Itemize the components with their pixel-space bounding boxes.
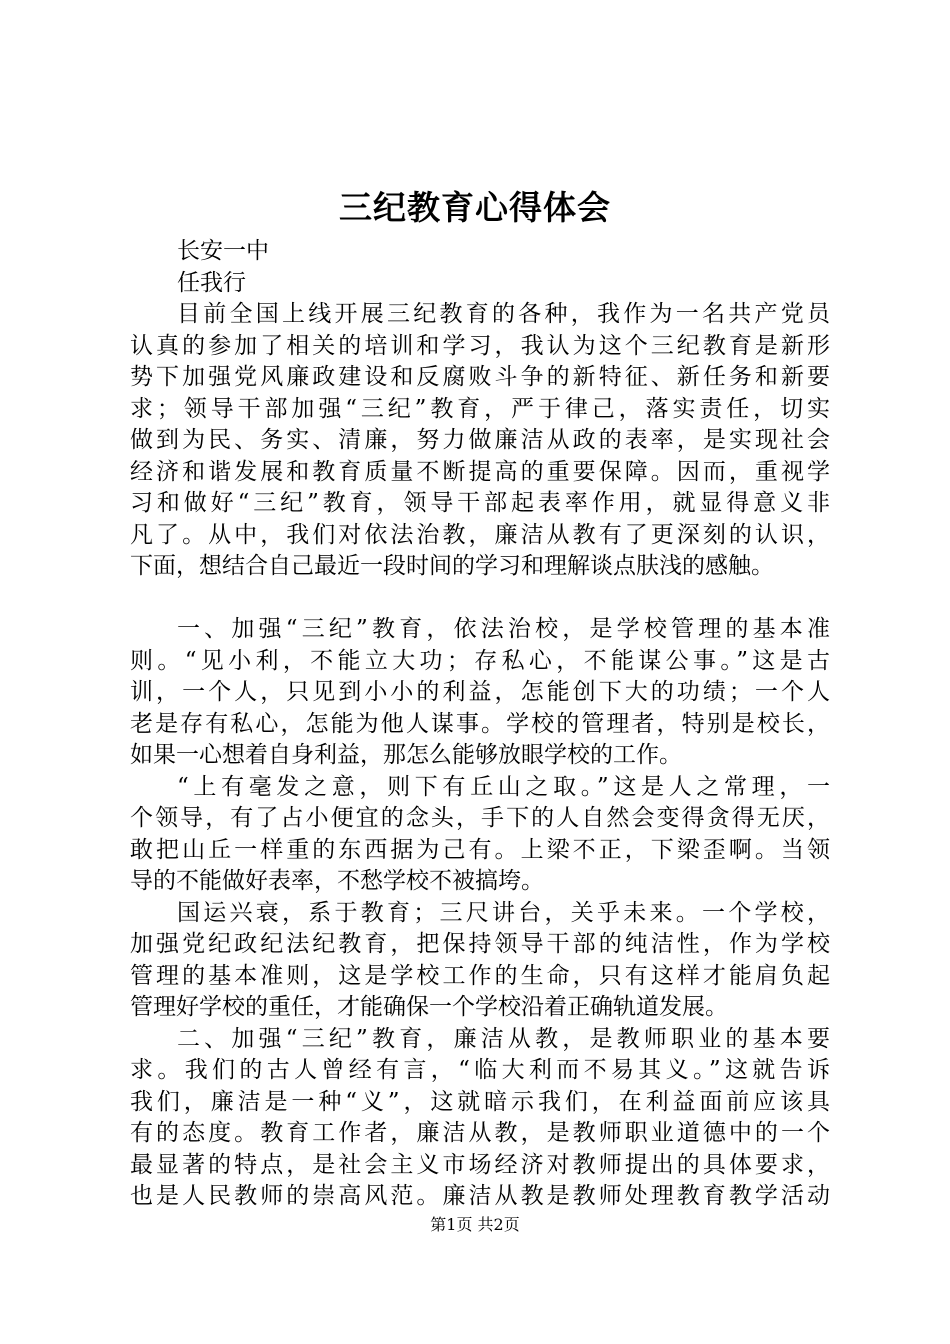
paragraph-5-line-4: 有的态度。教育工作者，廉洁从教，是教师职业道德中的一个	[130, 1120, 830, 1146]
paragraph-1-line-3: 势下加强党风廉政建设和反腐败斗争的新特征、新任务和新要	[130, 364, 830, 390]
paragraph-2-line-1: 一、加强“三纪”教育，依法治校，是学校管理的基本准	[177, 616, 830, 642]
document-body	[130, 236, 830, 1213]
paragraph-2-line-4: 老是存有私心，怎能为他人谋事。学校的管理者，特别是校长，	[130, 710, 830, 737]
page-number-footer: 第1页 共2页	[430, 1215, 520, 1234]
paragraph-4-line-3: 管理的基本准则，这是学校工作的生命，只有这样才能肩负起	[130, 962, 830, 989]
paragraph-3-line-2: 个领导，有了占小便宜的念头，手下的人自然会变得贪得无厌，	[130, 805, 830, 831]
paragraph-1-line-2: 认真的参加了相关的培训和学习，我认为这个三纪教育是新形	[130, 332, 830, 359]
paragraph-4-line-1: 国运兴衰，系于教育；三尺讲台，关乎未来。一个学校，	[177, 899, 830, 926]
paragraph-gap	[130, 583, 830, 615]
paragraph-2-line-2: 则。“见小利，不能立大功；存私心，不能谋公事。”这是古	[130, 647, 830, 674]
paragraph-1-line-9: 下面，想结合自己最近一段时间的学习和理解谈点肤浅的感触。	[130, 553, 774, 579]
paragraph-5-line-2: 求。我们的古人曾经有言，“临大利而不易其义。”这就告诉	[130, 1057, 830, 1083]
paragraph-3-line-4: 导的不能做好表率，不愁学校不被搞垮。	[130, 868, 544, 894]
paragraph-3-line-1: “上有毫发之意，则下有丘山之取。”这是人之常理，一	[177, 773, 830, 800]
paragraph-3-line-3: 敢把山丘一样重的东西据为己有。上梁不正，下梁歪啊。当领	[130, 836, 830, 863]
paragraph-5-line-3: 我们，廉洁是一种“义”，这就暗示我们，在利益面前应该具	[130, 1088, 830, 1115]
paragraph-5-line-6: 也是人民教师的崇高风范。廉洁从教是教师处理教育教学活动	[130, 1183, 830, 1209]
paragraph-1-line-6: 经济和谐发展和教育质量不断提高的重要保障。因而，重视学	[130, 458, 830, 485]
paragraph-1-line-7: 习和做好“三纪”教育，领导干部起表率作用，就显得意义非	[130, 490, 830, 516]
paragraph-4-line-2: 加强党纪政纪法纪教育，把保持领导干部的纯洁性，作为学校	[130, 931, 830, 957]
paragraph-1-line-8: 凡了。从中，我们对依法治教，廉洁从教有了更深刻的认识，	[130, 521, 830, 548]
paragraph-1-line-1: 目前全国上线开展三纪教育的各种，我作为一名共产党员	[177, 301, 830, 327]
paragraph-1-line-4: 求；领导干部加强“三纪”教育，严于律己，落实责任，切实	[130, 395, 830, 422]
author-line: 任我行	[177, 269, 246, 296]
paragraph-4-line-4: 管理好学校的重任，才能确保一个学校沿着正确轨道发展。	[130, 994, 728, 1020]
paragraph-2-line-5: 如果一心想着自身利益，那怎么能够放眼学校的工作。	[130, 742, 682, 768]
paragraph-1-line-5: 做到为民、务实、清廉，努力做廉洁从政的表率，是实现社会	[130, 427, 830, 453]
school-line: 长安一中	[177, 238, 269, 264]
paragraph-5-line-5: 最显著的特点，是社会主义市场经济对教师提出的具体要求，	[130, 1151, 830, 1178]
paragraph-5-line-1: 二、加强“三纪”教育，廉洁从教，是教师职业的基本要	[177, 1025, 830, 1052]
paragraph-2-line-3: 训，一个人，只见到小小的利益，怎能创下大的功绩；一个人	[130, 679, 830, 705]
document-title: 三纪教育心得体会	[339, 188, 611, 227]
